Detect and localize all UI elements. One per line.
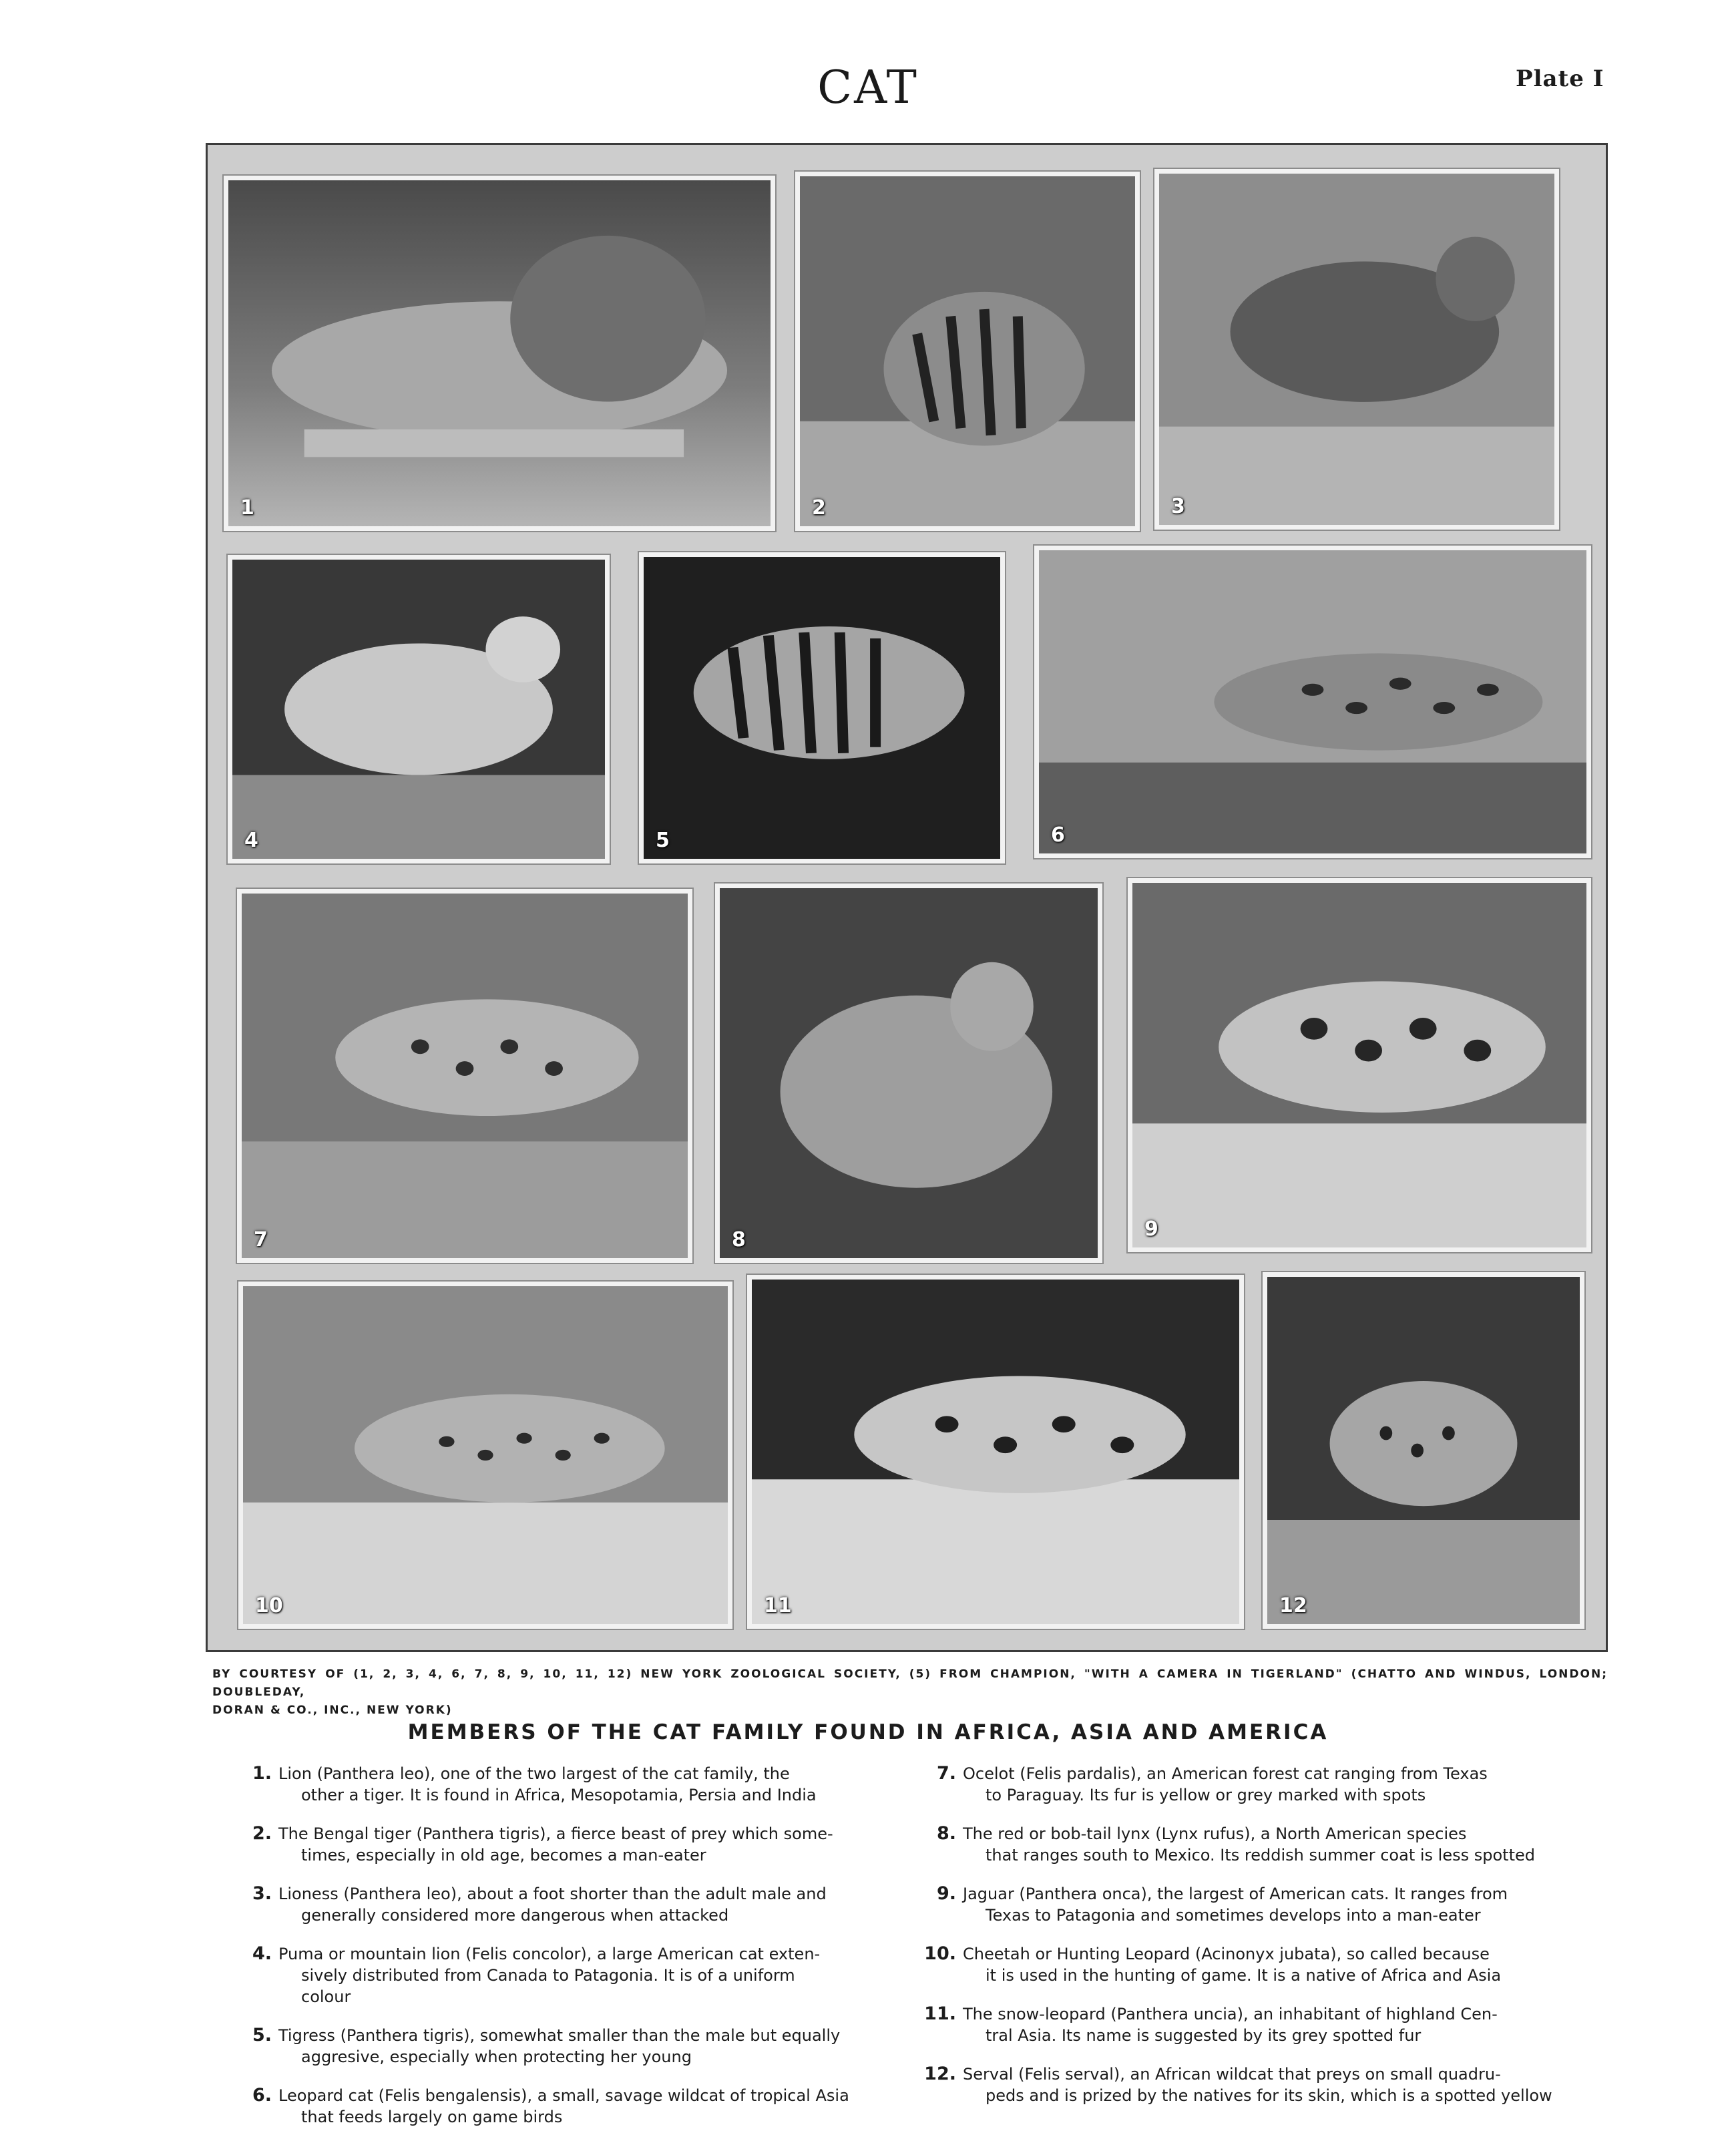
caption-heading: MEMBERS OF THE CAT FAMILY FOUND IN AFRICA, ASIA AND AMERICA	[407, 1720, 1329, 1744]
caption-text: that ranges south to Mexico. Its reddish summer coat is less spotted	[986, 1846, 1535, 1865]
caption-number: 7.	[936, 1763, 956, 1784]
photo-number: 2	[812, 496, 826, 520]
photo-number: 1	[240, 496, 254, 520]
photo-1	[224, 176, 775, 531]
caption-number: 9.	[936, 1883, 956, 1904]
photo-number: 10	[255, 1594, 283, 1617]
caption-6	[237, 2085, 898, 2128]
serval-photo-image	[1267, 1277, 1580, 1624]
caption-9	[921, 1883, 1589, 1926]
tiger-photo-image	[800, 176, 1135, 526]
photo-number: 12	[1279, 1594, 1307, 1617]
caption-12	[921, 2064, 1589, 2106]
caption-text: peds and is prized by the natives for its skin, which is a spotted yellow	[986, 2086, 1552, 2105]
photo-number: 4	[244, 829, 258, 852]
plate-label: Plate I	[1516, 65, 1604, 92]
photo-number: 11	[764, 1594, 792, 1617]
photo-8	[715, 884, 1102, 1263]
caption-number: 4.	[252, 1943, 272, 1964]
caption-text: times, especially in old age, becomes a man-eater	[301, 1846, 706, 1865]
photo-number: 8	[732, 1228, 746, 1251]
photo-plate	[206, 143, 1608, 1652]
caption-text: Lion (Panthera leo), one of the two largest of the cat family, the	[278, 1764, 790, 1783]
photo-number: 7	[254, 1228, 268, 1251]
caption-number: 10.	[924, 1943, 956, 1964]
credit-line: BY COURTESY OF (1, 2, 3, 4, 6, 7, 8, 9, 10, 11, 12) NEW YORK ZOOLOGICAL SOCIETY, (5) FROM CHAMPION, "WITH A CAMERA IN TIGERLAND" (CHATTO AND WINDUS, LONDON; DOUBLEDAY,	[212, 1668, 1608, 1699]
caption-column-right	[921, 1763, 1589, 2124]
photo-number: 6	[1051, 823, 1065, 847]
caption-text: that feeds largely on game birds	[301, 2108, 563, 2126]
caption-5	[237, 2025, 898, 2068]
lynx-photo-image	[720, 888, 1098, 1258]
photo-4	[228, 555, 610, 863]
lion-photo-image	[228, 180, 771, 526]
page-title: CAT	[817, 61, 919, 114]
photo-2	[795, 172, 1140, 531]
photo-number: 5	[656, 829, 670, 852]
caption-text: Ocelot (Felis pardalis), an American forest cat ranging from Texas	[963, 1764, 1488, 1783]
snow-leopard-photo-image	[752, 1280, 1239, 1624]
photo-3	[1154, 169, 1559, 530]
credit-line: DORAN & CO., INC., NEW YORK)	[212, 1704, 453, 1717]
caption-text: Cheetah or Hunting Leopard (Acinonyx jubata), so called because	[963, 1945, 1490, 1963]
caption-text: sively distributed from Canada to Patagonia. It is of a uniform	[301, 1966, 795, 1985]
tigress-photo-image	[644, 557, 1000, 859]
caption-column-left	[237, 1763, 898, 2145]
caption-number: 3.	[252, 1883, 272, 1904]
photo-12	[1263, 1272, 1584, 1629]
caption-text: it is used in the hunting of game. It is a native of Africa and Asia	[986, 1966, 1502, 1985]
caption-text: Lioness (Panthera leo), about a foot shorter than the adult male and	[278, 1885, 827, 1903]
caption-4	[237, 1943, 898, 2007]
caption-text: generally considered more dangerous when attacked	[301, 1906, 729, 1925]
leopard-cat-photo-image	[1039, 550, 1586, 853]
caption-text: Puma or mountain lion (Felis concolor), a large American cat exten-	[278, 1945, 821, 1963]
caption-3	[237, 1883, 898, 1926]
caption-text: Texas to Patagonia and sometimes develops into a man-eater	[986, 1906, 1481, 1925]
caption-number: 8.	[936, 1823, 956, 1844]
caption-2	[237, 1823, 898, 1866]
caption-1	[237, 1763, 898, 1806]
caption-number: 11.	[924, 2003, 956, 2024]
caption-text: Tigress (Panthera tigris), somewhat smaller than the male but equally	[278, 2026, 841, 2045]
caption-text: other a tiger. It is found in Africa, Mesopotamia, Persia and India	[301, 1786, 817, 1804]
photo-number: 3	[1171, 495, 1185, 518]
jaguar-photo-image	[1132, 883, 1586, 1247]
caption-10	[921, 1943, 1589, 1986]
caption-text: tral Asia. Its name is suggested by its grey spotted fur	[986, 2026, 1422, 2045]
cheetah-photo-image	[243, 1286, 728, 1624]
caption-text: to Paraguay. Its fur is yellow or grey marked with spots	[986, 1786, 1426, 1804]
caption-text: The Bengal tiger (Panthera tigris), a fierce beast of prey which some-	[278, 1824, 833, 1843]
caption-11	[921, 2003, 1589, 2046]
caption-text: colour	[301, 1987, 351, 2006]
lioness-photo-image	[1159, 174, 1554, 525]
caption-text: Jaguar (Panthera onca), the largest of American cats. It ranges from	[963, 1885, 1508, 1903]
caption-number: 5.	[252, 2025, 272, 2045]
caption-7	[921, 1763, 1589, 1806]
ocelot-photo-image	[242, 894, 688, 1258]
photo-7	[237, 889, 692, 1263]
photo-10	[238, 1282, 732, 1629]
caption-number: 2.	[252, 1823, 272, 1844]
puma-photo-image	[232, 560, 605, 859]
caption-number: 6.	[252, 2085, 272, 2106]
caption-text: The red or bob-tail lynx (Lynx rufus), a North American species	[963, 1824, 1467, 1843]
photo-number: 9	[1144, 1217, 1158, 1241]
photo-11	[747, 1275, 1244, 1629]
photo-5	[639, 552, 1005, 863]
caption-number: 1.	[252, 1763, 272, 1784]
caption-8	[921, 1823, 1589, 1866]
caption-number: 12.	[924, 2064, 956, 2084]
caption-text: aggresive, especially when protecting her young	[301, 2048, 692, 2066]
caption-text: Serval (Felis serval), an African wildcat that preys on small quadru-	[963, 2065, 1501, 2084]
photo-credit	[212, 1666, 1608, 1720]
photo-9	[1128, 878, 1591, 1252]
caption-text: The snow-leopard (Panthera uncia), an inhabitant of highland Cen-	[963, 2005, 1498, 2023]
caption-text: Leopard cat (Felis bengalensis), a small, savage wildcat of tropical Asia	[278, 2086, 849, 2105]
photo-6	[1034, 546, 1591, 858]
